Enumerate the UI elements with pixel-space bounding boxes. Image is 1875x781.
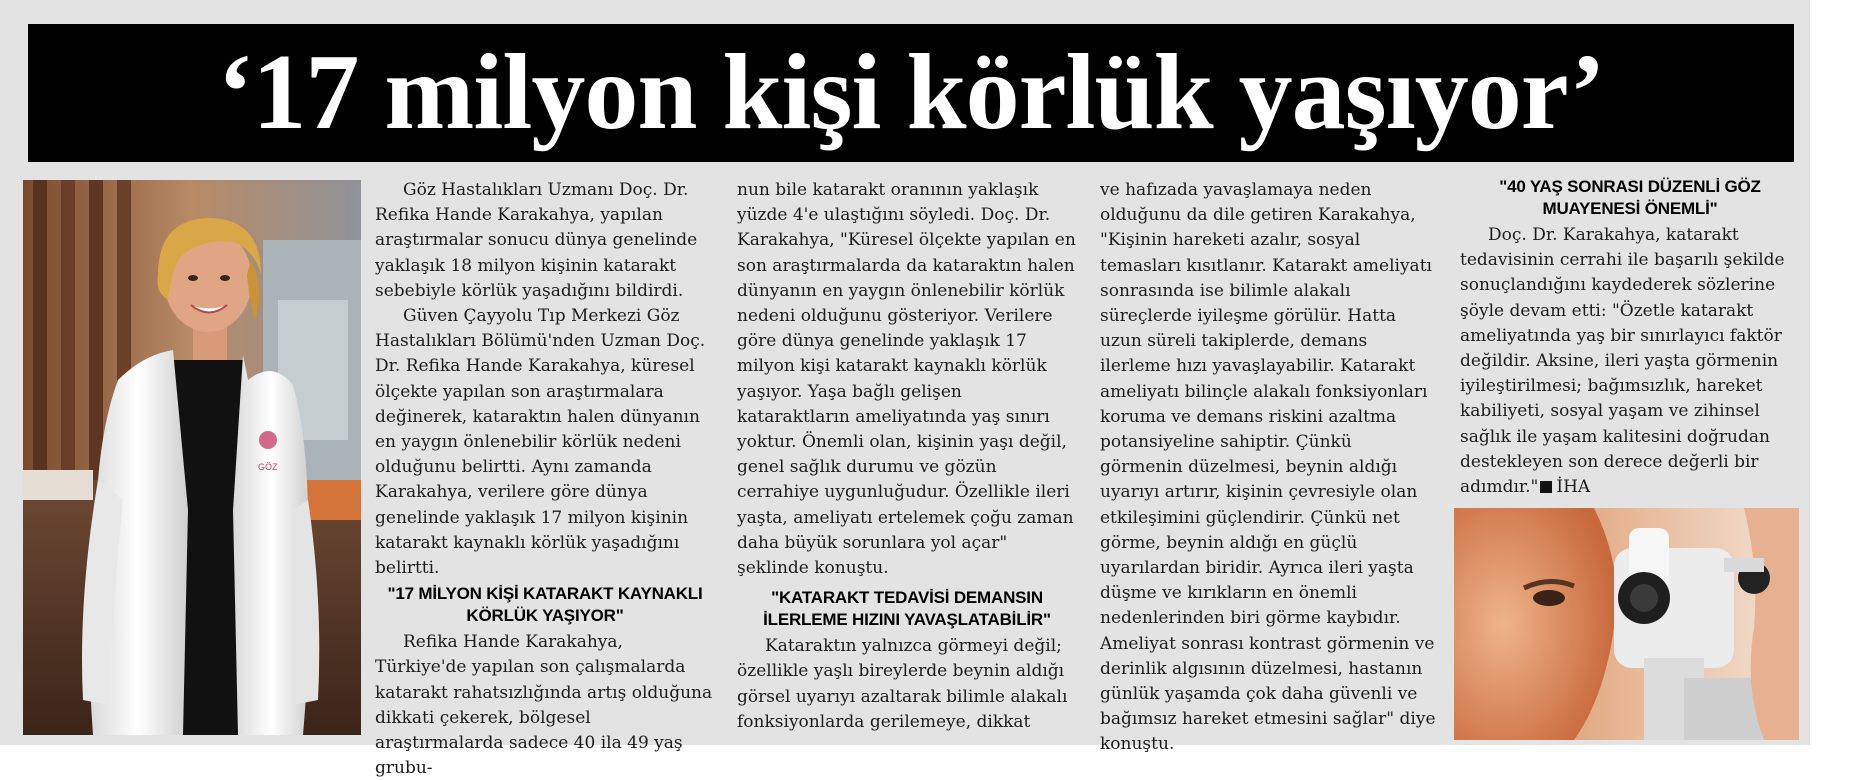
article-column-3 [1100,178,1438,758]
col2-paragraph-2: Kataraktın yalnızca görmeyi değil; özellikle yaşlı bireylerde beynin aldığı görsel uyarıyı azaltarak bilimle alakalı fonksiyonlarda gerilemeye, dikkat [737,636,1068,732]
doctor-photo [23,180,361,735]
col1-paragraph-1: Göz Hastalıkları Uzmanı Doç. Dr. Refika Hande Karakahya, yapılan araştırmalar sonucu dünya genelinde yaklaşık 18 milyon kişinin katarakt sebebiyle körlük yaşadığını bildirdi. [375,180,698,301]
agency-credit: İHA [1556,477,1591,498]
article-column-2 [737,178,1077,735]
col1-paragraph-3: Refika Hande Karakahya, Türkiye'de yapılan son çalışmalarda katarakt rahatsızlığında artış olduğuna dikkati çekerek, bölgesel araştırmalarda sadece 40 ila 49 yaş grubu- [375,632,713,779]
eye-exam-photo [1454,508,1799,740]
col4-subheading: "40 YAŞ SONRASI DÜZENLİ GÖZ MUAYENESİ ÖNEMLİ" [1499,177,1761,218]
coat-logo: GÖZ [258,462,278,472]
article-column-4 [1460,174,1800,500]
article-column-1 [375,178,715,781]
col3-paragraph-1: ve hafızada yavaşlamaya neden olduğunu da dile getiren Karakahya, "Kişinin hareketi azalır, sosyal temasları kısıtlanır. Katarakt ameliyatı sonrasında ise bilimle alakalı süreçlerde iyileşme görülür. Hatta uzun süreli takiplerde, demans ilerleme hızı yavaşlayabilir. Katarakt ameliyatı bilinçle alakalı fonksiyonları koruma ve demans riskini azaltma potansiyeline sahiptir. Çünkü görmenin düzelmesi, beynin aldığı uyarıyı artırır, kişinin çevresiyle olan etkileşimini güçlendirir. Çünkü net görme, beynin aldığı en güçlü uyarılardan biridir. Ayrıca ileri yaşta düşme ve kırıkların en önemli nedenlerinden biri görme kaybıdır. Ameliyat sonrası kontrast görmenin ve derinlik algısının düzelmesi, hastanın günlük yaşamda çok daha güvenli ve bağımsız hareket etmesini sağlar" diye konuştu. [1100,180,1436,755]
col1-subheading: "17 MİLYON KİŞİ KATARAKT KAYNAKLI KÖRLÜK YAŞIYOR" [387,584,703,626]
col2-subheading: "KATARAKT TEDAVİSİ DEMANSIN İLERLEME HIZINI YAVAŞLATABİLİR" [763,588,1051,630]
col2-paragraph-1: nun bile katarakt oranının yaklaşık yüzde 4'e ulaştığını söyledi. Doç. Dr. Karakahya, "Küresel ölçekte yapılan en son araştırmalarda da kataraktın halen dünyanın en yaygın önlenebilir körlük nedeni olduğunu gösteriyor. Verilere göre dünya genelinde yaklaşık 17 milyon kişi katarakt kaynaklı körlük yaşıyor. Yaşa bağlı gelişen kataraktların ameliyatında yaş sınırı yoktur. Önemli olan, kişinin yaşı değil, genel sağlık durumu ve gözün cerrahiye uygunluğudur. Özellikle ileri yaşta, ameliyatı ertelemek çoğu zaman daha büyük sorunlara yol açar" şeklinde konuştu. [737,180,1076,579]
end-square-icon [1540,481,1552,493]
col1-paragraph-2: Güven Çayyolu Tıp Merkezi Göz Hastalıkları Bölümü'nden Uzman Doç. Dr. Refika Hande Karakahya, küresel ölçekte yapılan son araştırmalara değinerek, kataraktın halen dünyanın en yaygın önlenebilir körlük nedeni olduğunu belirtti. Aynı zamanda Karakahya, verilere göre dünya genelinde yaklaşık 17 milyon kişinin katarakt kaynaklı körlük yaşadığını belirtti. [375,306,706,579]
headline: ‘17 milyon kişi körlük yaşıyor’ [28,24,1794,162]
col4-paragraph-text: Doç. Dr. Karakahya, katarakt tedavisinin cerrahi ile başarılı şekilde sonuçlandığını kaydederek sözlerine şöyle devam etti: "Özetle katarakt ameliyatında yaş bir sınırlayıcı faktör değildir. Aksine, ileri yaşta görmenin iyileştirilmesi; bağımsızlık, hareket kabiliyeti, sosyal yaşam ve zihinsel sağlık ile yaşam kalitesini doğrudan destekleyen son derece değerli bir adımdır." [1460,225,1785,498]
col4-paragraph-1 [1460,223,1800,500]
